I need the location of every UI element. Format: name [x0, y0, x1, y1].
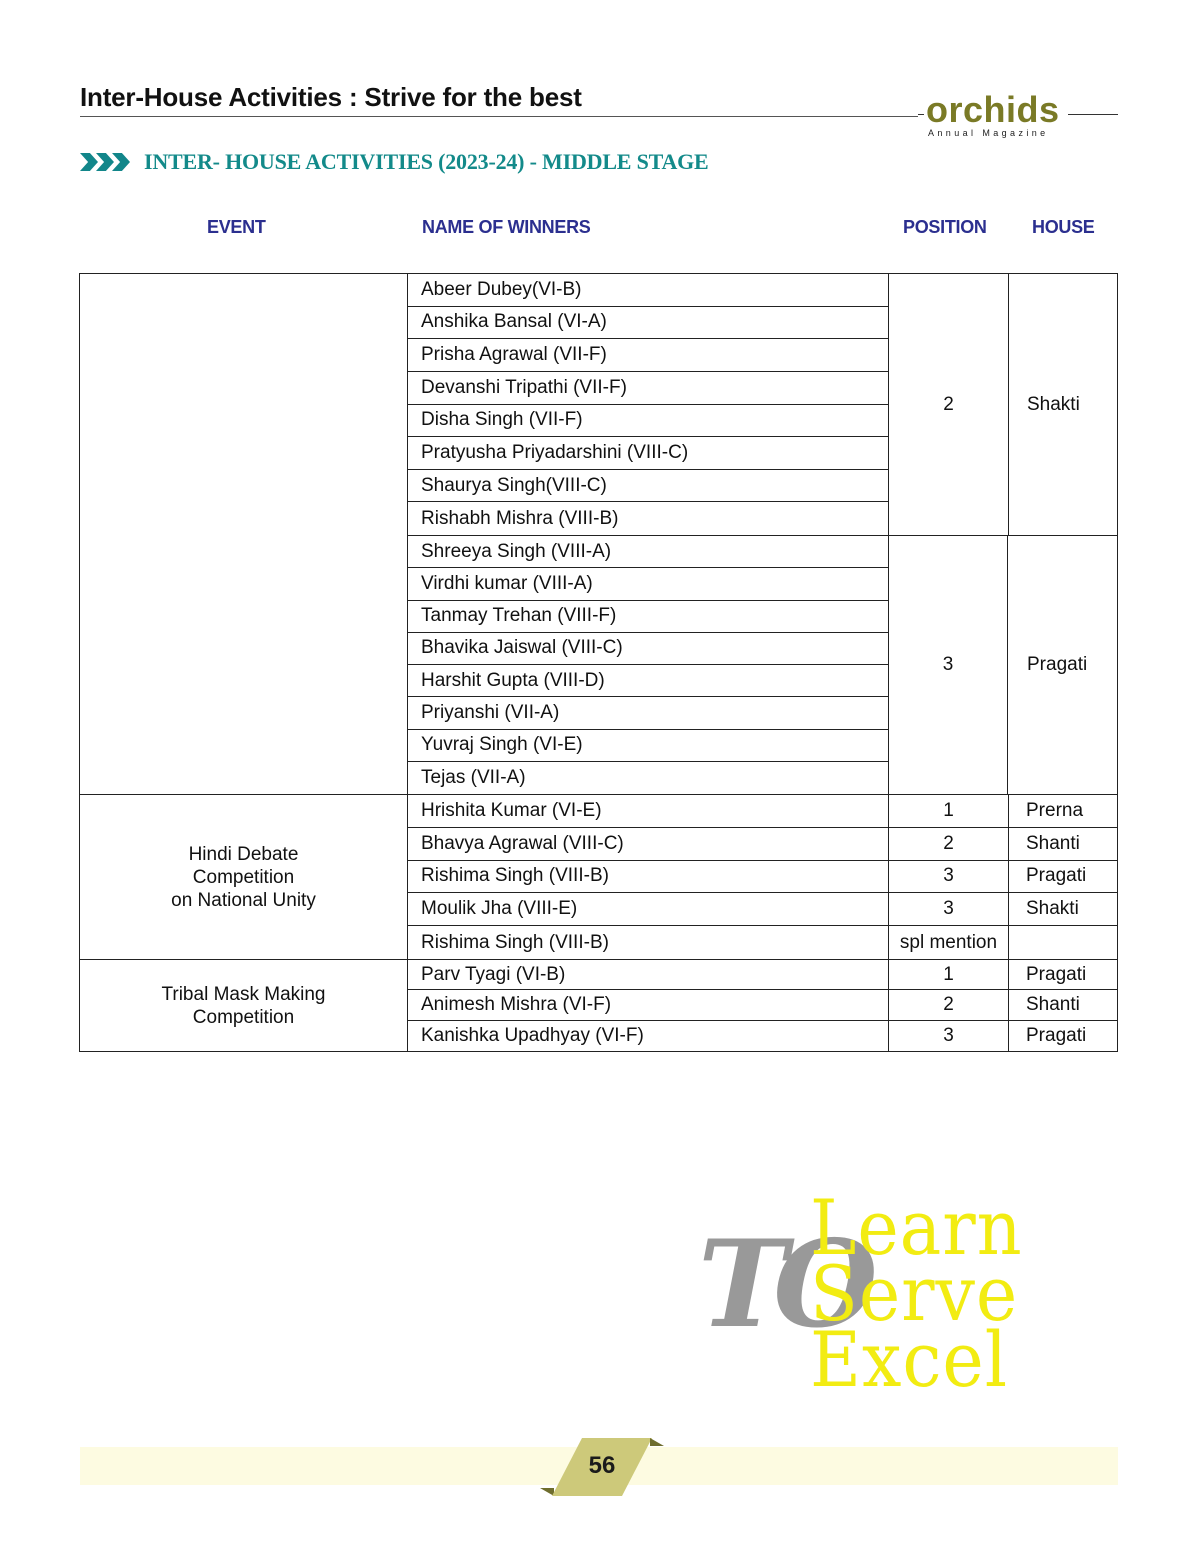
column-header-event: EVENT: [207, 217, 266, 237]
motto-word-excel: Excel: [810, 1315, 1008, 1404]
house-value: Pragati: [1008, 861, 1117, 894]
motto-prefix: TO: [698, 1214, 864, 1355]
house-value: Pragati: [1026, 1024, 1087, 1046]
winner-name: Animesh Mishra (VI-F): [407, 990, 889, 1020]
section-title: INTER- HOUSE ACTIVITIES (2023-24) - MIDDLE STAGE: [144, 149, 709, 174]
names-cell: [407, 960, 889, 1051]
winner-name: Rishima Singh (VIII-B): [407, 861, 889, 894]
page-number-tab: [540, 1438, 664, 1496]
brand-subtitle: Annual Magazine: [928, 128, 1049, 138]
event-cell: [80, 960, 408, 1051]
winner-name: Hrishita Kumar (VI-E): [407, 795, 889, 828]
house-cell: [1008, 795, 1117, 959]
winner-name: Priyanshi (VII-A): [407, 697, 889, 729]
position-cell: [889, 535, 1008, 794]
winner-name: Anshika Bansal (VI-A): [407, 307, 889, 340]
names-cell: [407, 795, 889, 959]
house-value: Shakti: [1027, 393, 1080, 415]
section-heading: [80, 148, 709, 176]
winner-name: Moulik Jha (VIII-E): [407, 893, 889, 926]
event-cell: [80, 274, 408, 535]
position-value: 1: [889, 960, 1008, 990]
motto-graphic: [690, 1183, 1080, 1404]
brand-logo: [918, 89, 1118, 140]
house-value: Prerna: [1008, 795, 1117, 828]
event-line: Competition: [192, 866, 295, 888]
event-line: Tribal Mask Making: [161, 983, 326, 1005]
winner-name: Rishabh Mishra (VIII-B): [407, 502, 889, 535]
winner-name: Shreeya Singh (VIII-A): [407, 536, 889, 568]
table-group: [80, 794, 1117, 959]
position-value: 2: [889, 828, 1008, 861]
winner-name: Shaurya Singh(VIII-C): [407, 470, 889, 503]
ribbon-fold-right: [650, 1438, 664, 1446]
house-value: Pragati: [1027, 654, 1088, 675]
position-value: 3: [889, 893, 1008, 926]
event-cell: [80, 795, 408, 959]
winner-name: Bhavya Agrawal (VIII-C): [407, 828, 889, 861]
winner-name: Devanshi Tripathi (VII-F): [407, 372, 889, 405]
column-header-house: HOUSE: [1032, 217, 1095, 237]
table-group: [80, 274, 1117, 535]
position-cell: [889, 274, 1009, 535]
triple-chevron-right-icon: [80, 153, 128, 171]
winner-name: Rishima Singh (VIII-B): [407, 926, 889, 959]
title-divider: [80, 116, 918, 117]
house-value: [1008, 926, 1117, 959]
winner-name: Harshit Gupta (VIII-D): [407, 665, 889, 697]
position-cell: [889, 960, 1009, 1051]
winner-name: Tejas (VII-A): [407, 762, 889, 794]
brand-name: orchids: [926, 89, 1060, 130]
winner-name: Yuvraj Singh (VI-E): [407, 730, 889, 762]
house-value: Shanti: [1008, 828, 1117, 861]
ribbon-fold-left: [540, 1488, 554, 1496]
event-line: Hindi Debate: [188, 843, 299, 865]
position-value: 3: [943, 1024, 954, 1046]
house-value: Shanti: [1008, 990, 1117, 1020]
winner-name: Bhavika Jaiswal (VIII-C): [407, 633, 889, 665]
motto-word-learn: Learn: [810, 1183, 1023, 1272]
house-cell: [1008, 960, 1117, 1051]
winner-name: Parv Tyagi (VI-B): [407, 960, 889, 990]
position-cell: [889, 795, 1009, 959]
house-cell: [1008, 535, 1117, 794]
table-group: [80, 535, 1117, 794]
house-value: Shakti: [1008, 893, 1117, 926]
brand-rule-left: [918, 114, 924, 115]
position-value: 3: [889, 861, 1008, 894]
winner-name: Kanishka Upadhyay (VI-F): [407, 1021, 889, 1051]
names-cell: [407, 274, 889, 535]
names-cell: [407, 535, 889, 794]
page-number: 56: [588, 1452, 616, 1479]
winners-table: [79, 273, 1118, 1052]
page-title: Inter-House Activities : Strive for the best: [80, 82, 582, 112]
column-header-position: POSITION: [903, 217, 987, 237]
position-value: spl mention: [899, 931, 998, 953]
event-line: on National Unity: [171, 889, 316, 911]
winner-name: Tanmay Trehan (VIII-F): [407, 601, 889, 633]
position-value: 1: [889, 795, 1008, 828]
position-value: 3: [942, 654, 954, 675]
event-cell: [80, 535, 408, 794]
winner-name: Pratyusha Priyadarshini (VIII-C): [407, 437, 889, 470]
winner-name: Abeer Dubey(VI-B): [407, 274, 889, 307]
motto-word-serve: Serve: [810, 1249, 1019, 1338]
column-header-name: NAME OF WINNERS: [422, 217, 591, 237]
position-value: 2: [943, 393, 954, 415]
house-value: Pragati: [1008, 960, 1117, 990]
event-line: Competition: [192, 1006, 295, 1028]
winner-name: Virdhi kumar (VIII-A): [407, 568, 889, 600]
table-group: [80, 959, 1117, 1051]
house-cell: [1008, 274, 1117, 535]
winner-name: Disha Singh (VII-F): [407, 405, 889, 438]
brand-rule-right: [1068, 114, 1118, 115]
winner-name: Prisha Agrawal (VII-F): [407, 339, 889, 372]
position-value: 2: [889, 990, 1008, 1020]
